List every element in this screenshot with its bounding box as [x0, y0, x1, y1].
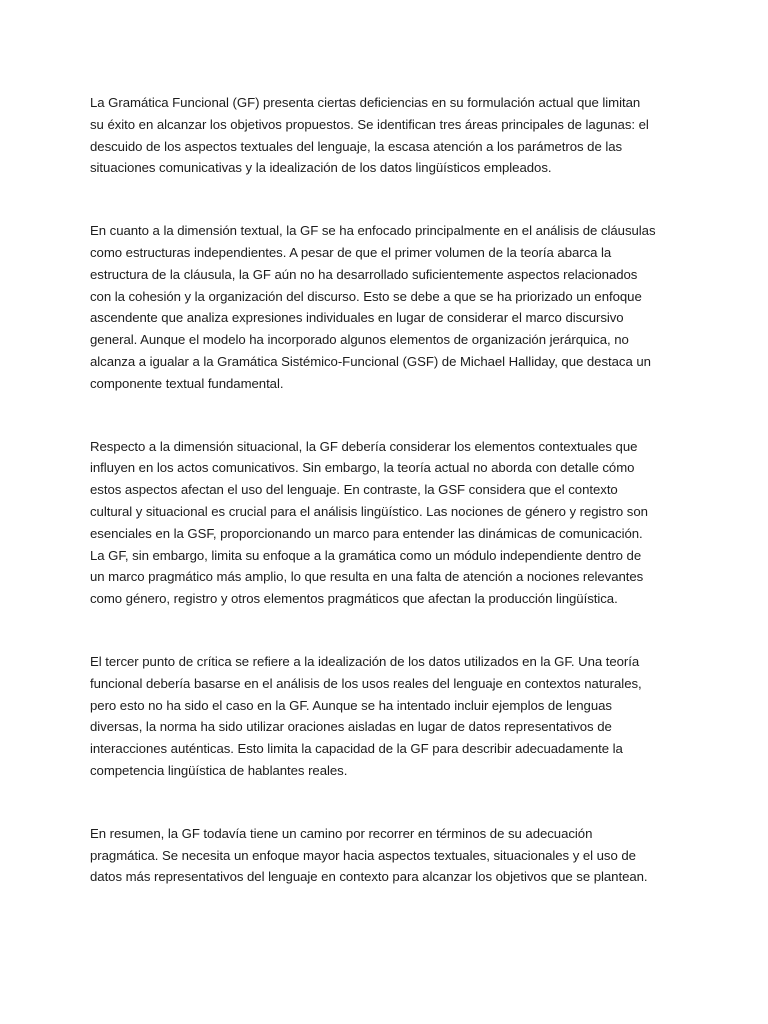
text-line: componente textual fundamental.: [90, 375, 284, 391]
text-line: competencia lingüística de hablantes reales.: [90, 762, 348, 778]
text-line: alcanza a igualar a la Gramática Sistémico-Funcional (GSF) de Michael Halliday, que destaca un: [90, 353, 651, 369]
text-line: La Gramática Funcional (GF) presenta ciertas deficiencias en su formulación actual que limitan: [90, 95, 641, 110]
text-line: esenciales en la GSF, proporcionando un marco para entender las dinámicas de comunicación.: [90, 525, 643, 541]
text-line: cultural y situacional es crucial para el análisis lingüístico. Las nociones de género y registro son: [90, 503, 648, 519]
text-line: datos más representativos del lenguaje en contexto para alcanzar los objetivos que se plantean.: [90, 869, 648, 885]
text-line: ascendente que analiza expresiones individuales en lugar de considerar el marco discursivo: [90, 310, 624, 326]
text-line: su éxito en alcanzar los objetivos propuestos. Se identifican tres áreas principales de lagunas: el: [90, 116, 649, 132]
text-line: En resumen, la GF todavía tiene un camino por recorrer en términos de su adecuación: [90, 825, 593, 841]
text-line: un marco pragmático más amplio, lo que resulta en una falta de atención a nociones relevantes: [90, 569, 644, 585]
text-line: estructura de la cláusula, la GF aún no ha desarrollado suficientemente aspectos relacionados: [90, 266, 638, 282]
text-line: funcional debería basarse en el análisis de los usos reales del lenguaje en contextos naturales,: [90, 675, 642, 691]
document-body: [90, 92, 680, 888]
paragraph-intro: [90, 92, 680, 179]
paragraph-textual-dimension: [90, 220, 680, 394]
paragraph-situational-dimension: [90, 436, 680, 610]
text-line: con la cohesión y la organización del discurso. Esto se debe a que se ha priorizado un enfoque: [90, 288, 642, 304]
paragraph-data-idealization: [90, 651, 680, 782]
text-line: como género, registro y otros elementos pragmáticos que afectan la producción lingüística.: [90, 591, 618, 607]
text-line: interacciones auténticas. Esto limita la capacidad de la GF para describir adecuadamente la: [90, 741, 623, 757]
paragraph-summary: [90, 823, 680, 888]
text-line: pero esto no ha sido el caso en la GF. Aunque se ha intentado incluir ejemplos de lenguas: [90, 697, 612, 713]
text-line: Respecto a la dimensión situacional, la GF debería considerar los elementos contextuales que: [90, 438, 638, 454]
text-line: estos aspectos afectan el uso del lenguaje. En contraste, la GSF considera que el contexto: [90, 482, 618, 498]
text-line: diversas, la norma ha sido utilizar oraciones aisladas en lugar de datos representativos de: [90, 719, 612, 735]
text-line: situaciones comunicativas y la idealización de los datos lingüísticos empleados.: [90, 160, 552, 176]
text-line: El tercer punto de crítica se refiere a la idealización de los datos utilizados en la GF. Una teoría: [90, 653, 640, 669]
text-line: como estructuras independientes. A pesar de que el primer volumen de la teoría abarca la: [90, 244, 612, 260]
text-line: influyen en los actos comunicativos. Sin embargo, la teoría actual no aborda con detalle cómo: [90, 460, 635, 476]
text-line: general. Aunque el modelo ha incorporado algunos elementos de organización jerárquica, no: [90, 332, 629, 348]
text-line: La GF, sin embargo, limita su enfoque a la gramática como un módulo independiente dentro de: [90, 547, 642, 563]
text-line: pragmática. Se necesita un enfoque mayor hacia aspectos textuales, situacionales y el uso de: [90, 847, 636, 863]
text-line: descuido de los aspectos textuales del lenguaje, la escasa atención a los parámetros de las: [90, 138, 623, 154]
text-line: En cuanto a la dimensión textual, la GF se ha enfocado principalmente en el análisis de cláusulas: [90, 223, 656, 239]
